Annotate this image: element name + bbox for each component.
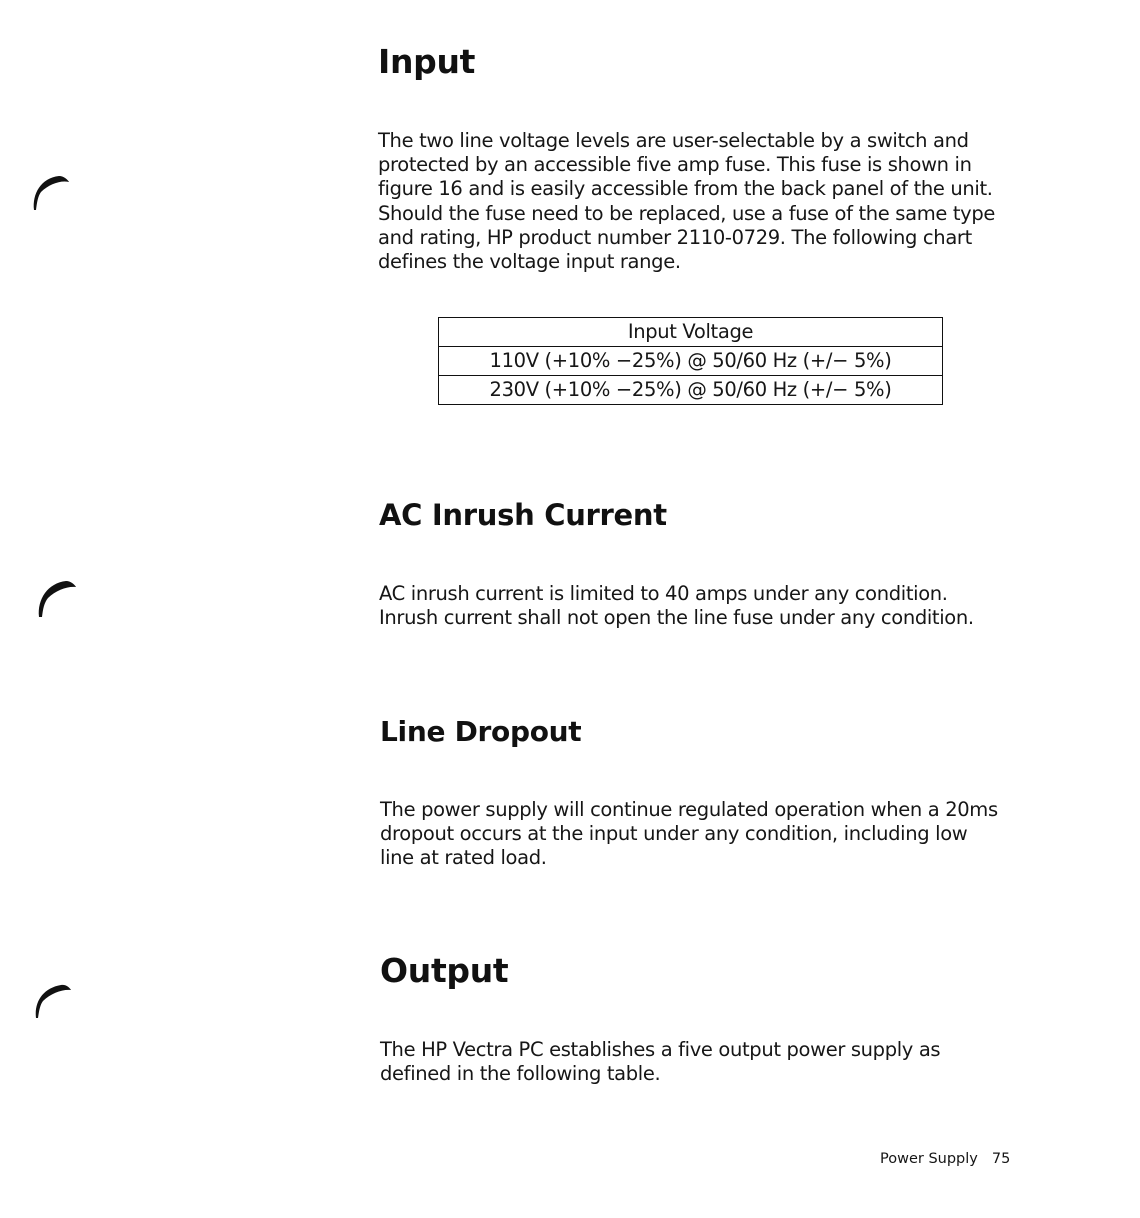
table-header-cell: Input Voltage xyxy=(439,318,943,347)
paragraph-line: The power supply will continue regulated operation when a 20ms xyxy=(380,798,998,821)
footer-section-name: Power Supply xyxy=(880,1151,978,1167)
section-heading-ac-inrush-current: AC Inrush Current xyxy=(379,498,667,532)
dropout-paragraph xyxy=(380,798,1020,871)
paragraph-line: Inrush current shall not open the line fuse under any condition. xyxy=(379,606,974,630)
table-cell: 230V (+10% −25%) @ 50/60 Hz (+/− 5%) xyxy=(439,376,943,405)
hole-punch-mark-icon xyxy=(33,980,73,1020)
input-voltage-table xyxy=(438,317,943,405)
paragraph-line: defines the voltage input range. xyxy=(378,250,681,274)
paragraph-line: dropout occurs at the input under any condition, including low xyxy=(380,822,968,846)
paragraph-line: line at rated load. xyxy=(380,846,547,870)
hole-punch-mark-icon xyxy=(31,172,71,212)
table-row xyxy=(439,347,943,376)
page-number: 75 xyxy=(991,1151,1011,1167)
paragraph-line: and rating, HP product number 2110-0729. The following chart xyxy=(378,225,972,249)
input-paragraph xyxy=(378,129,998,274)
table-row xyxy=(439,376,943,405)
paragraph-line: protected by an accessible five amp fuse. This fuse is shown in xyxy=(378,153,972,177)
section-heading-line-dropout: Line Dropout xyxy=(380,715,582,748)
paragraph-line: The two line voltage levels are user-selectable by a switch and xyxy=(378,129,969,152)
paragraph-line: Should the fuse need to be replaced, use a fuse of the same type xyxy=(378,201,995,225)
output-paragraph xyxy=(380,1038,1000,1086)
table-cell: 110V (+10% −25%) @ 50/60 Hz (+/− 5%) xyxy=(439,347,943,376)
paragraph-line: figure 16 and is easily accessible from the back panel of the unit. xyxy=(378,177,993,201)
section-heading-input: Input xyxy=(378,42,476,81)
hole-punch-mark-icon xyxy=(36,577,78,619)
page-footer xyxy=(880,1151,1010,1167)
inrush-paragraph xyxy=(379,582,999,630)
paragraph-line: defined in the following table. xyxy=(380,1062,661,1086)
table-header-row xyxy=(439,318,943,347)
paragraph-line: AC inrush current is limited to 40 amps under any condition. xyxy=(379,582,948,605)
paragraph-line: The HP Vectra PC establishes a five output power supply as xyxy=(380,1038,941,1061)
section-heading-output: Output xyxy=(380,951,509,990)
